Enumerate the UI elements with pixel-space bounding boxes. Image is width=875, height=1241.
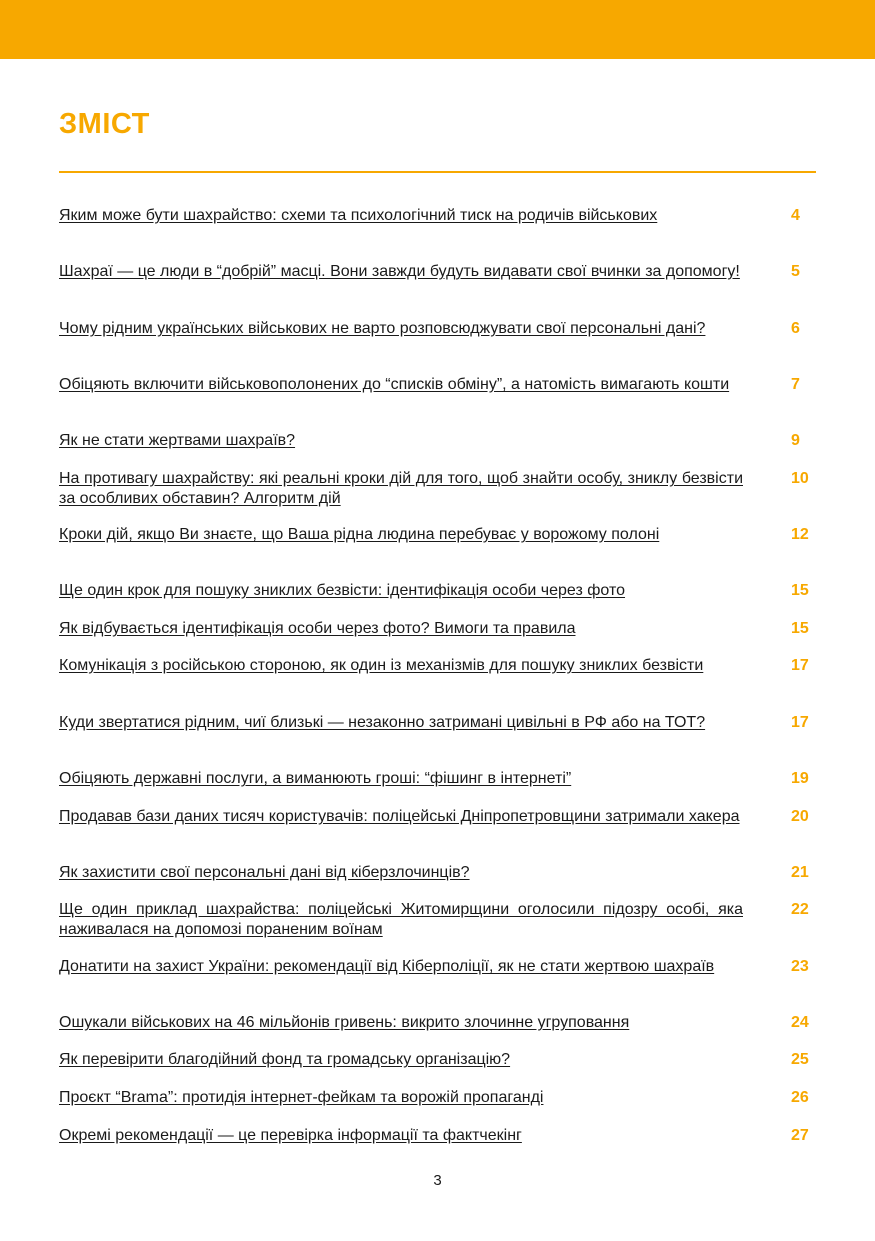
toc-entry-title[interactable]: Як перевірити благодійний фонд та громадську організацію? <box>59 1051 511 1068</box>
toc-entry-title[interactable]: Окремі рекомендації — це перевірка інформації та фактчекінг <box>59 1127 522 1144</box>
toc-entry-page: 7 <box>791 376 800 393</box>
toc-entry-page: 5 <box>791 263 800 280</box>
toc-entry-title[interactable]: Проєкт “Brama”: протидія інтернет-фейкам та ворожій пропаганді <box>59 1089 544 1106</box>
toc-entry-title[interactable]: Ще один приклад шахрайства: поліцейські Житомирщини оголосили підозру особі, яка наживалася на допомозі пораненим воїнам <box>59 901 743 938</box>
toc-entry-page: 24 <box>791 1014 809 1031</box>
toc-entry-page: 26 <box>791 1089 809 1106</box>
toc-entry-title[interactable]: Як відбувається ідентифікація особи через фото? Вимоги та правила <box>59 620 576 637</box>
page-title: ЗМІСТ <box>59 108 150 140</box>
toc-entry-title[interactable]: Як не стати жертвами шахраїв? <box>59 432 296 449</box>
toc-entry-page: 4 <box>791 207 800 224</box>
top-accent-band <box>0 0 875 59</box>
toc-entry-page: 15 <box>791 582 809 599</box>
toc-entry-title[interactable]: Кроки дій, якщо Ви знаєте, що Ваша рідна людина перебуває у ворожому полоні <box>59 526 660 543</box>
toc-entry-title[interactable]: Обіцяють державні послуги, а виманюють гроші: “фішинг в інтернеті” <box>59 770 572 787</box>
toc-entry-page: 21 <box>791 864 809 881</box>
toc-entry-title[interactable]: Донатити на захист України: рекомендації від Кіберполіції, як не стати жертвою шахраїв <box>59 958 715 975</box>
toc-entry-page: 20 <box>791 808 809 825</box>
toc-entry-title[interactable]: Ошукали військових на 46 мільйонів гривень: викрито злочинне угруповання <box>59 1014 630 1031</box>
toc-entry-page: 22 <box>791 901 809 918</box>
toc-entry-title[interactable]: Яким може бути шахрайство: схеми та психологічний тиск на родичів військових <box>59 207 658 224</box>
toc-entry-page: 17 <box>791 714 809 731</box>
toc-entry-page: 10 <box>791 470 809 487</box>
toc-entry-page: 25 <box>791 1051 809 1068</box>
toc-entry-title[interactable]: Шахраї — це люди в “добрій” масці. Вони завжди будуть видавати свої вчинки за допомогу! <box>59 263 740 280</box>
page-number: 3 <box>433 1172 442 1189</box>
toc-entry-title[interactable]: Як захистити свої персональні дані від кіберзлочинців? <box>59 864 470 881</box>
toc-entry-page: 17 <box>791 657 809 674</box>
toc-entry-title[interactable]: Продавав бази даних тисяч користувачів: поліцейські Дніпропетровщини затримали хакера <box>59 808 740 825</box>
toc-entry-title[interactable]: Комунікація з російською стороною, як один із механізмів для пошуку зниклих безвісти <box>59 657 704 674</box>
toc-entry-page: 15 <box>791 620 809 637</box>
toc-entry-page: 19 <box>791 770 809 787</box>
toc-entry-title[interactable]: Ще один крок для пошуку зниклих безвісти: ідентифікація особи через фото <box>59 582 626 599</box>
toc-entry-page: 6 <box>791 320 800 337</box>
toc-entry-title[interactable]: На противагу шахрайству: які реальні кроки дій для того, щоб знайти особу, зниклу безвісти за особливих обставин? Алгоритм дій <box>59 470 743 507</box>
toc-entry-page: 23 <box>791 958 809 975</box>
toc-entry-page: 12 <box>791 526 809 543</box>
toc-entry-title[interactable]: Чому рідним українських військових не варто розповсюджувати свої персональні дані? <box>59 320 706 337</box>
title-divider <box>59 171 816 173</box>
toc-entry-title[interactable]: Обіцяють включити військовополонених до “списків обміну”, а натомість вимагають кошти <box>59 376 730 393</box>
toc-entry-page: 9 <box>791 432 800 449</box>
toc-entry-page: 27 <box>791 1127 809 1144</box>
toc-entry-title[interactable]: Куди звертатися рідним, чиї близькі — незаконно затримані цивільні в РФ або на ТОТ? <box>59 714 706 731</box>
